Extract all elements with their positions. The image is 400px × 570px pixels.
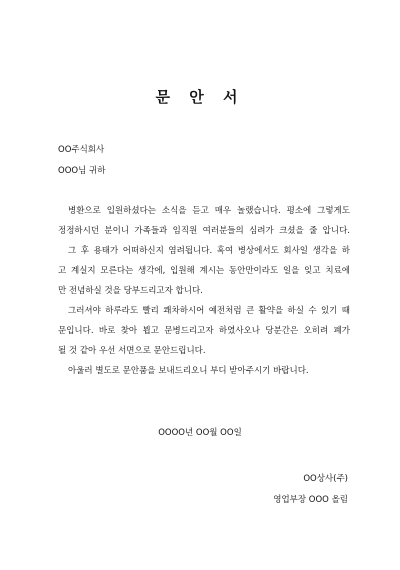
recipient-name: OOO님 귀하	[58, 166, 106, 176]
body-line: 아울러 별도로 문안품을 보내드리오니 부디 받아주시기 바랍니다.	[68, 366, 309, 376]
body-line: 문입니다. 바로 찾아 뵙고 문병드리고자 하였사오나 당분간은 오히려 폐가	[58, 326, 350, 336]
sender-name: 영업부장 OOO 올림	[273, 495, 348, 505]
letter-date: OOOO년 OO월 OO일	[158, 428, 242, 438]
body-line: 그 후 용태가 어떠하신지 염려됩니다. 혹여 병상에서도 회사일 생각을 하	[68, 246, 350, 256]
body-line: 정정하시던 분이니 가족들과 임직원 여러분들의 심려가 크셨을 줄 압니다.	[58, 226, 350, 236]
body-line: 그러셔야 하루라도 빨리 쾌차하시어 예전처럼 큰 활약을 하실 수 있기 때	[68, 306, 350, 316]
body-line: 될 것 같아 우선 서면으로 문안드립니다.	[58, 346, 206, 356]
sender-company: OO상사(주)	[303, 474, 348, 484]
recipient-company: OO주식회사	[58, 145, 105, 155]
document-title: 문 안 서	[155, 88, 245, 106]
body-line: 만 전념하실 것을 당부드리고자 합니다.	[58, 286, 203, 296]
letter-body	[58, 201, 350, 381]
body-line: 병환으로 입원하셨다는 소식을 듣고 매우 놀랬습니다. 평소에 그렇게도	[68, 206, 350, 216]
body-line: 고 계실지 모른다는 생각에, 입원해 계시는 동안만이라도 일을 잊고 치료에	[58, 266, 350, 276]
